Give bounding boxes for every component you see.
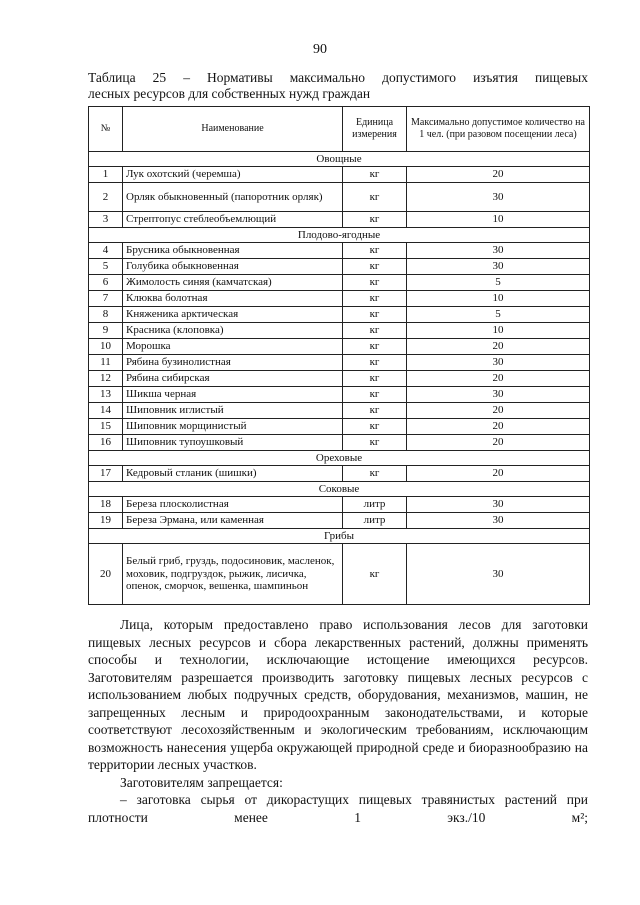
- row-unit: кг: [343, 167, 407, 183]
- row-number: 12: [89, 371, 123, 387]
- table-row: [89, 291, 590, 307]
- row-quantity: 30: [407, 183, 590, 212]
- row-number: 17: [89, 466, 123, 482]
- table-row: [89, 371, 590, 387]
- row-quantity: 30: [407, 355, 590, 371]
- table-row: [89, 167, 590, 183]
- row-quantity: 20: [407, 167, 590, 183]
- row-name: Жимолость синяя (камчатская): [123, 275, 343, 291]
- row-name: Орляк обыкновенный (папоротник орляк): [123, 183, 343, 212]
- row-number: 1: [89, 167, 123, 183]
- row-number: 5: [89, 259, 123, 275]
- table-row: [89, 243, 590, 259]
- category-row: [89, 482, 590, 497]
- row-unit: кг: [343, 387, 407, 403]
- category-label: Ореховые: [89, 451, 590, 466]
- table-row: [89, 435, 590, 451]
- caption-line-1: Таблица 25 – Нормативы максимально допустимого изъятия пищевых: [88, 70, 588, 85]
- header-qty: Максимально допустимое количество на 1 чел. (при разовом посещении леса): [407, 107, 590, 152]
- row-number: 13: [89, 387, 123, 403]
- row-name: Береза плосколистная: [123, 497, 343, 513]
- row-number: 7: [89, 291, 123, 307]
- row-name: Рябина бузинолистная: [123, 355, 343, 371]
- row-number: 9: [89, 323, 123, 339]
- row-quantity: 20: [407, 435, 590, 451]
- row-unit: кг: [343, 544, 407, 605]
- table-row: [89, 259, 590, 275]
- category-label: Овощные: [89, 152, 590, 167]
- row-unit: кг: [343, 243, 407, 259]
- row-unit: кг: [343, 403, 407, 419]
- row-unit: кг: [343, 355, 407, 371]
- row-quantity: 5: [407, 275, 590, 291]
- row-quantity: 20: [407, 371, 590, 387]
- row-name: Голубика обыкновенная: [123, 259, 343, 275]
- row-quantity: 20: [407, 419, 590, 435]
- table-row: [89, 544, 590, 605]
- header-name: Наименование: [123, 107, 343, 152]
- row-name: Княженика арктическая: [123, 307, 343, 323]
- row-unit: кг: [343, 275, 407, 291]
- caption-line-2: лесных ресурсов для собственных нужд граждан: [88, 86, 371, 101]
- table-row: [89, 183, 590, 212]
- row-number: 4: [89, 243, 123, 259]
- row-name: Шикша черная: [123, 387, 343, 403]
- table-row: [89, 497, 590, 513]
- row-name: Шиповник морщинистый: [123, 419, 343, 435]
- header-unit: Единица измерения: [343, 107, 407, 152]
- table-row: [89, 387, 590, 403]
- table-row: [89, 212, 590, 228]
- row-name: Морошка: [123, 339, 343, 355]
- row-unit: кг: [343, 259, 407, 275]
- row-unit: кг: [343, 212, 407, 228]
- table-row: [89, 355, 590, 371]
- row-quantity: 10: [407, 291, 590, 307]
- row-number: 8: [89, 307, 123, 323]
- table-row: [89, 275, 590, 291]
- row-quantity: 30: [407, 513, 590, 529]
- row-name: Шиповник тупоушковый: [123, 435, 343, 451]
- row-unit: литр: [343, 513, 407, 529]
- category-row: [89, 228, 590, 243]
- row-unit: кг: [343, 307, 407, 323]
- row-name: Стрептопус стеблеобъемлющий: [123, 212, 343, 228]
- category-label: Плодово-ягодные: [89, 228, 590, 243]
- row-name: Рябина сибирская: [123, 371, 343, 387]
- table-row: [89, 339, 590, 355]
- row-name: Клюква болотная: [123, 291, 343, 307]
- row-quantity: 20: [407, 339, 590, 355]
- body-text: [88, 616, 588, 826]
- row-unit: кг: [343, 419, 407, 435]
- row-number: 2: [89, 183, 123, 212]
- row-name: Шиповник иглистый: [123, 403, 343, 419]
- row-quantity: 20: [407, 403, 590, 419]
- table-row: [89, 403, 590, 419]
- row-unit: кг: [343, 435, 407, 451]
- row-unit: кг: [343, 291, 407, 307]
- row-name: Красника (клоповка): [123, 323, 343, 339]
- header-num: №: [89, 107, 123, 152]
- row-unit: кг: [343, 339, 407, 355]
- row-number: 11: [89, 355, 123, 371]
- row-name: Лук охотский (черемша): [123, 167, 343, 183]
- row-quantity: 30: [407, 497, 590, 513]
- row-quantity: 30: [407, 387, 590, 403]
- row-quantity: 30: [407, 243, 590, 259]
- row-number: 3: [89, 212, 123, 228]
- row-number: 18: [89, 497, 123, 513]
- page-number: 90: [313, 42, 327, 57]
- table-body: [89, 152, 590, 605]
- category-row: [89, 529, 590, 544]
- row-unit: кг: [343, 466, 407, 482]
- row-number: 20: [89, 544, 123, 605]
- paragraph-prohibited-intro: Заготовителям запрещается:: [120, 774, 283, 790]
- row-number: 19: [89, 513, 123, 529]
- row-quantity: 10: [407, 212, 590, 228]
- row-name: Кедровый стланик (шишки): [123, 466, 343, 482]
- row-quantity: 30: [407, 259, 590, 275]
- row-name: Белый гриб, груздь, подосиновик, масленок, моховик, подгруздок, рыжик, лисичка, опенок, сморчок, вешенка, шампиньон: [123, 544, 343, 605]
- paragraph-prohibition-item: – заготовка сырья от дикорастущих пищевых травянистых растений при плотности менее 1 экз./10 м²;: [88, 792, 588, 825]
- row-unit: литр: [343, 497, 407, 513]
- category-row: [89, 451, 590, 466]
- norms-table: [88, 106, 590, 605]
- category-label: Соковые: [89, 482, 590, 497]
- table-row: [89, 307, 590, 323]
- table-row: [89, 419, 590, 435]
- row-number: 6: [89, 275, 123, 291]
- row-unit: кг: [343, 323, 407, 339]
- row-number: 16: [89, 435, 123, 451]
- table-row: [89, 513, 590, 529]
- row-number: 15: [89, 419, 123, 435]
- row-unit: кг: [343, 371, 407, 387]
- row-quantity: 20: [407, 466, 590, 482]
- table-row: [89, 323, 590, 339]
- row-quantity: 5: [407, 307, 590, 323]
- table-row: [89, 466, 590, 482]
- row-name: Береза Эрмана, или каменная: [123, 513, 343, 529]
- category-label: Грибы: [89, 529, 590, 544]
- category-row: [89, 152, 590, 167]
- row-unit: кг: [343, 183, 407, 212]
- paragraph-usage: Лица, которым предоставлено право использования лесов для заготовки пищевых лесных ресурсов и сбора лекарственных растений, должны применять способы и технологии, исключающие истощение имеющихся ресурсов. Заготовителям разрешается производить заготовку пищевых лесных ресурсов с использованием любых подручных средств, оборудования, механизмов, машин, не запрещенных лесным и природоохранным законодательствами, и которые соответствуют лесохозяйственным и экологическим требованиям, исключающим возможность нанесения ущерба окружающей природной среде и биоразнообразию на территории лесных участков.: [88, 617, 588, 772]
- row-quantity: 30: [407, 544, 590, 605]
- row-number: 10: [89, 339, 123, 355]
- row-quantity: 10: [407, 323, 590, 339]
- table-caption: [88, 70, 588, 102]
- row-name: Брусника обыкновенная: [123, 243, 343, 259]
- row-number: 14: [89, 403, 123, 419]
